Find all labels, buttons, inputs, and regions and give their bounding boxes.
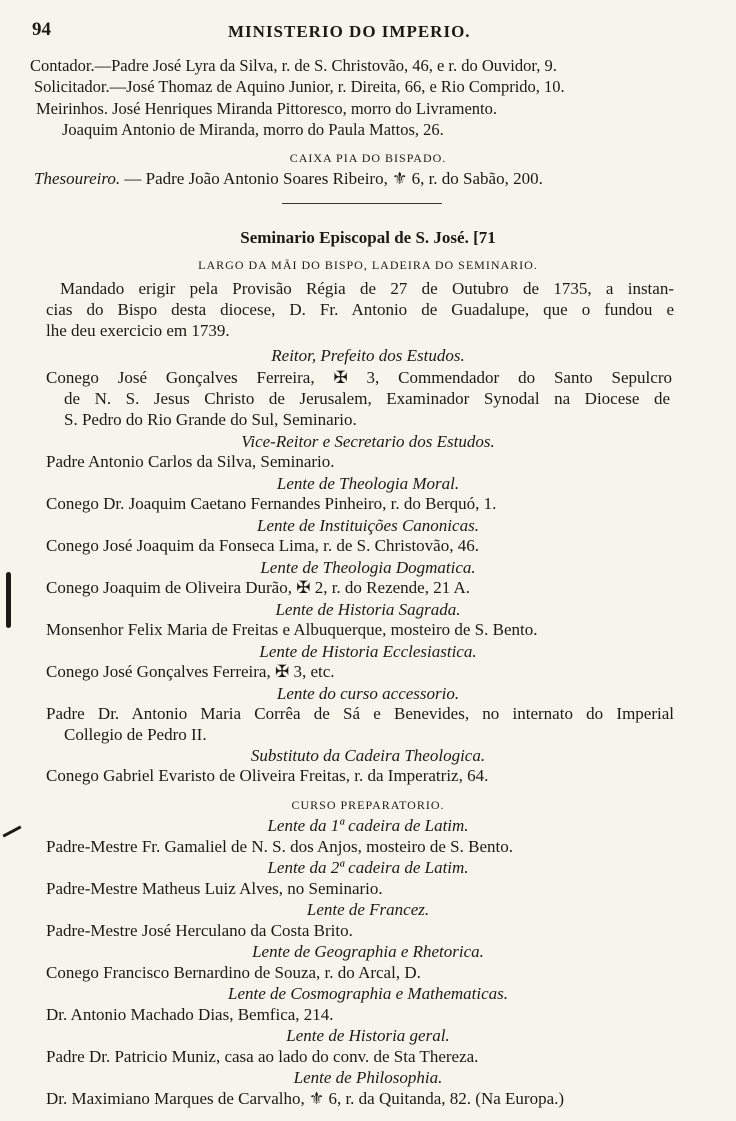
curso-heading: CURSO PREPARATORIO. <box>291 798 445 812</box>
staff-vice-reitor: Padre Antonio Carlos da Silva, Seminario. <box>46 452 335 471</box>
intro-line-3: lhe deu exercicio em 1739. <box>46 321 230 340</box>
seminario-title: Seminario Episcopal de S. José. [71 <box>240 228 496 247</box>
staff-curso-accessorio-line-1: Padre Dr. Antonio Maria Corrêa de Sá e Benevides, no internato do Imperial <box>46 704 674 723</box>
caixa-heading: CAIXA PIA DO BISPADO. <box>289 151 447 165</box>
role-substituto: Substituto da Cadeira Theologica. <box>250 746 486 765</box>
page-number: 94 <box>32 19 51 40</box>
staff-reitor-line-1: Conego José Gonçalves Ferreira, ✠ 3, Commendador do Santo Sepulcro <box>46 368 672 387</box>
section-divider <box>282 203 442 204</box>
role-theologia-moral: Lente de Theologia Moral. <box>276 474 460 493</box>
staff-theologia-dogmatica: Conego Joaquim de Oliveira Durão, ✠ 2, r. do Rezende, 21 A. <box>46 578 471 597</box>
role-historia-sagrada: Lente de Historia Sagrada. <box>275 600 461 619</box>
intro-line-2: cias do Bispo desta diocese, D. Fr. Antonio de Guadalupe, que o fundou e <box>46 300 674 319</box>
seminario-address: LARGO DA MÃI DO BISPO, LADEIRA DO SEMINARIO. <box>198 258 538 272</box>
running-head: MINISTERIO DO IMPERIO. <box>228 22 471 41</box>
role-cosmographia: Lente de Cosmographia e Mathematicas. <box>228 984 508 1003</box>
staff-philosophia: Dr. Maximiano Marques de Carvalho, ⚜ 6, r. da Quitanda, 82. (Na Europa.) <box>46 1089 565 1108</box>
entry-solicitador: Solicitador.—José Thomaz de Aquino Junior, r. Direita, 66, e Rio Comprido, 10. <box>34 77 565 96</box>
staff-substituto: Conego Gabriel Evaristo de Oliveira Freitas, r. da Imperatriz, 64. <box>46 766 489 785</box>
entry-contador: Contador.—Padre José Lyra da Silva, r. de S. Christovão, 46, e r. do Ouvidor, 9. <box>30 56 557 75</box>
staff-theologia-moral: Conego Dr. Joaquim Caetano Fernandes Pinheiro, r. do Berquó, 1. <box>46 494 497 513</box>
staff-latim-1: Padre-Mestre Fr. Gamaliel de N. S. dos Anjos, mosteiro de S. Bento. <box>46 837 513 856</box>
role-historia-ecclesiastica: Lente de Historia Ecclesiastica. <box>259 642 477 661</box>
intro-line-1: Mandado erigir pela Provisão Régia de 27 de Outubro de 1735, a instan- <box>60 279 674 298</box>
staff-latim-2: Padre-Mestre Matheus Luiz Alves, no Seminario. <box>46 879 383 898</box>
staff-historia-ecclesiastica: Conego José Gonçalves Ferreira, ✠ 3, etc. <box>46 662 335 681</box>
role-theologia-dogmatica: Lente de Theologia Dogmatica. <box>260 558 476 577</box>
role-reitor: Reitor, Prefeito dos Estudos. <box>271 346 465 365</box>
margin-ink-stroke <box>6 572 11 628</box>
thesoureiro-text: — Padre João Antonio Soares Ribeiro, ⚜ 6, r. do Sabão, 200. <box>124 169 543 188</box>
role-geographia: Lente de Geographia e Rhetorica. <box>252 942 484 961</box>
role-latim-2: Lente da 2ª cadeira de Latim. <box>267 858 469 877</box>
staff-reitor-line-3: S. Pedro do Rio Grande do Sul, Seminario. <box>64 410 357 429</box>
role-curso-accessorio: Lente do curso accessorio. <box>276 684 460 703</box>
thesoureiro-label: Thesoureiro. <box>34 169 121 188</box>
role-philosophia: Lente de Philosophia. <box>293 1068 443 1087</box>
staff-historia-geral: Padre Dr. Patricio Muniz, casa ao lado do conv. de Sta Thereza. <box>46 1047 479 1066</box>
role-francez: Lente de Francez. <box>306 900 430 919</box>
role-latim-1: Lente da 1ª cadeira de Latim. <box>267 816 469 835</box>
staff-francez: Padre-Mestre José Herculano da Costa Brito. <box>46 921 353 940</box>
staff-geographia: Conego Francisco Bernardino de Souza, r. do Arcal, D. <box>46 963 421 982</box>
staff-historia-sagrada: Monsenhor Felix Maria de Freitas e Albuquerque, mosteiro de S. Bento. <box>46 620 538 639</box>
staff-instituicoes: Conego José Joaquim da Fonseca Lima, r. de S. Christovão, 46. <box>46 536 479 555</box>
thesoureiro-entry <box>34 169 543 189</box>
staff-curso-accessorio-line-2: Collegio de Pedro II. <box>64 725 207 744</box>
entry-miranda: Joaquim Antonio de Miranda, morro do Paula Mattos, 26. <box>62 120 444 139</box>
role-historia-geral: Lente de Historia geral. <box>286 1026 450 1045</box>
staff-reitor-line-2: de N. S. Jesus Christo de Jerusalem, Examinador Synodal na Diocese de <box>64 389 670 408</box>
role-instituicoes: Lente de Instituições Canonicas. <box>257 516 479 535</box>
role-vice-reitor: Vice-Reitor e Secretario dos Estudos. <box>241 432 495 451</box>
staff-cosmographia: Dr. Antonio Machado Dias, Bemfica, 214. <box>46 1005 334 1024</box>
entry-meirinhos: Meirinhos. José Henriques Miranda Pittoresco, morro do Livramento. <box>36 99 497 118</box>
